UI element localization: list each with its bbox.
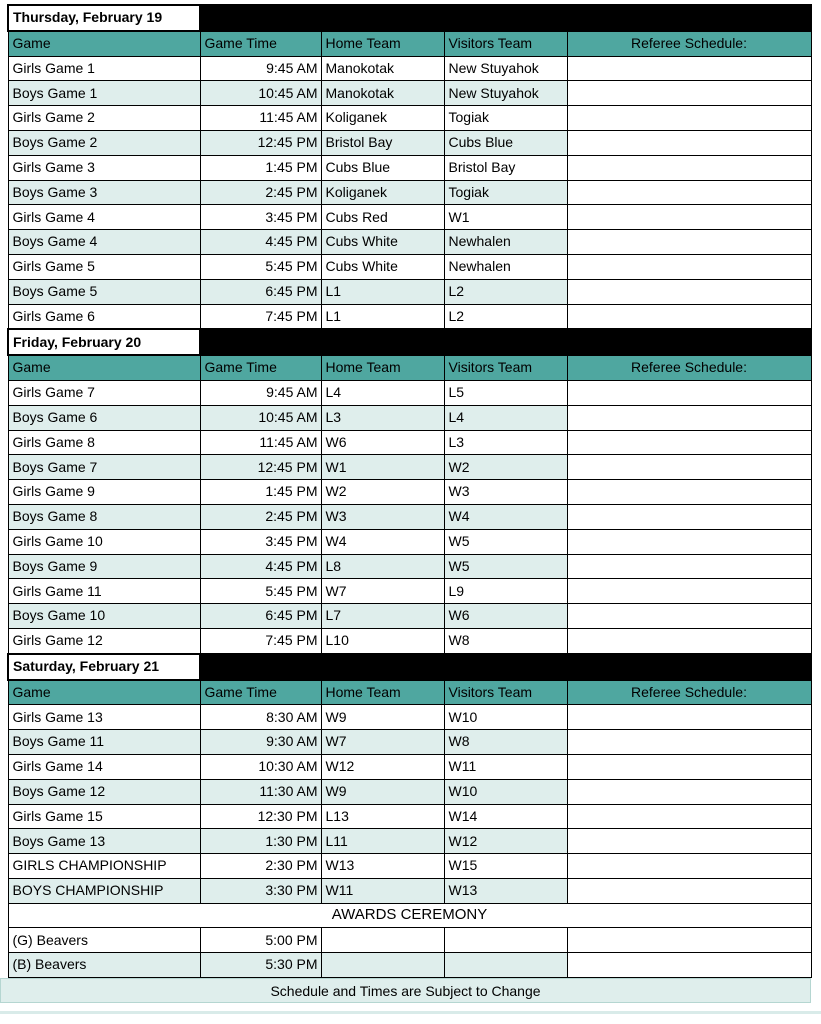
game-row [8,628,811,653]
section-header-row [8,654,811,680]
visitor-team-cell: Bristol Bay [444,155,567,180]
game-time-cell: 5:45 PM [200,579,321,604]
column-header-row [8,31,811,56]
game-time-cell: 11:45 AM [200,106,321,131]
game-row [8,730,811,755]
referee-cell [567,604,811,629]
referee-cell [567,56,811,81]
game-time-cell: 9:45 AM [200,56,321,81]
home-team-cell: L11 [321,829,444,854]
game-time-cell: 10:45 AM [200,405,321,430]
game-time-cell: 6:45 PM [200,604,321,629]
section-header-row [8,329,811,355]
game-time-cell: 1:45 PM [200,480,321,505]
game-row [8,155,811,180]
home-team-cell: W9 [321,705,444,730]
section-black-bar [200,329,811,355]
section-date-label: Friday, February 20 [8,329,200,355]
referee-cell [567,230,811,255]
game-name-cell: BOYS CHAMPIONSHIP [8,878,200,903]
home-team-cell: L8 [321,554,444,579]
game-row [8,504,811,529]
visitor-team-cell: W10 [444,705,567,730]
visitor-team-cell: L9 [444,579,567,604]
game-row [8,130,811,155]
referee-cell [567,754,811,779]
game-name-cell: Boys Game 6 [8,405,200,430]
game-name-cell: Girls Game 4 [8,205,200,230]
game-name-cell: Boys Game 9 [8,554,200,579]
game-time-cell: 2:30 PM [200,854,321,879]
referee-cell [567,180,811,205]
home-team-cell: Cubs White [321,254,444,279]
column-header-home-team: Home Team [321,680,444,705]
referee-cell [567,430,811,455]
referee-cell [567,480,811,505]
section-date-label: Thursday, February 19 [8,5,200,31]
game-name-cell: Girls Game 10 [8,529,200,554]
column-header-home-team: Home Team [321,355,444,380]
game-name-cell: Girls Game 14 [8,754,200,779]
game-time-cell: 3:30 PM [200,878,321,903]
game-time-cell: 7:45 PM [200,628,321,653]
column-header-home-team: Home Team [321,31,444,56]
award-event-name-cell: (G) Beavers [8,928,200,953]
visitor-team-cell: L5 [444,380,567,405]
game-time-cell: 9:45 AM [200,380,321,405]
footer-note: Schedule and Times are Subject to Change [0,978,811,1003]
game-name-cell: Boys Game 5 [8,279,200,304]
game-time-cell: 10:30 AM [200,754,321,779]
home-team-cell: L3 [321,405,444,430]
visitor-team-cell: Cubs Blue [444,130,567,155]
home-team-cell [321,953,444,978]
game-time-cell: 7:45 PM [200,304,321,329]
home-team-cell: L1 [321,304,444,329]
game-row [8,579,811,604]
referee-cell [567,155,811,180]
home-team-cell: L10 [321,628,444,653]
game-time-cell: 9:30 AM [200,730,321,755]
game-name-cell: Girls Game 5 [8,254,200,279]
referee-cell [567,829,811,854]
visitor-team-cell: W8 [444,628,567,653]
referee-cell [567,504,811,529]
game-row [8,754,811,779]
awards-ceremony-row [8,903,811,928]
game-time-cell: 1:45 PM [200,155,321,180]
game-time-cell: 2:45 PM [200,180,321,205]
game-time-cell: 3:45 PM [200,529,321,554]
game-time-cell: 6:45 PM [200,279,321,304]
column-header-game-time: Game Time [200,680,321,705]
referee-cell [567,554,811,579]
game-name-cell: GIRLS CHAMPIONSHIP [8,854,200,879]
game-row [8,279,811,304]
home-team-cell: W2 [321,480,444,505]
visitor-team-cell: W10 [444,779,567,804]
game-row [8,106,811,131]
home-team-cell: W1 [321,455,444,480]
home-team-cell: Manokotak [321,81,444,106]
game-time-cell: 11:30 AM [200,779,321,804]
column-header-row [8,680,811,705]
referee-cell [567,455,811,480]
game-name-cell: Girls Game 7 [8,380,200,405]
referee-cell [567,380,811,405]
column-header-visitors-team: Visitors Team [444,31,567,56]
award-event-time-cell: 5:30 PM [200,953,321,978]
home-team-cell: W12 [321,754,444,779]
home-team-cell: W13 [321,854,444,879]
column-header-row [8,355,811,380]
game-row [8,529,811,554]
visitor-team-cell: W13 [444,878,567,903]
column-header-game-time: Game Time [200,355,321,380]
referee-cell [567,130,811,155]
game-time-cell: 4:45 PM [200,230,321,255]
visitor-team-cell: W15 [444,854,567,879]
column-header-visitors-team: Visitors Team [444,355,567,380]
award-event-name-cell: (B) Beavers [8,953,200,978]
home-team-cell: W4 [321,529,444,554]
game-row [8,604,811,629]
game-name-cell: Girls Game 2 [8,106,200,131]
home-team-cell: Manokotak [321,56,444,81]
referee-cell [567,81,811,106]
home-team-cell: Koliganek [321,106,444,131]
visitor-team-cell: W4 [444,504,567,529]
referee-cell [567,405,811,430]
game-name-cell: Girls Game 6 [8,304,200,329]
game-row [8,804,811,829]
visitor-team-cell: Togiak [444,106,567,131]
referee-cell [567,854,811,879]
section-date-label: Saturday, February 21 [8,654,200,680]
section-black-bar [200,654,811,680]
game-name-cell: Boys Game 2 [8,130,200,155]
referee-cell [567,279,811,304]
home-team-cell: Cubs White [321,230,444,255]
game-name-cell: Girls Game 13 [8,705,200,730]
home-team-cell: Cubs Red [321,205,444,230]
bottom-strip [0,1011,821,1014]
game-time-cell: 11:45 AM [200,430,321,455]
home-team-cell: Cubs Blue [321,155,444,180]
visitor-team-cell: W6 [444,604,567,629]
referee-cell [567,779,811,804]
section-header-row [8,5,811,31]
visitor-team-cell: W1 [444,205,567,230]
referee-cell [567,579,811,604]
referee-cell [567,628,811,653]
column-header-referee-schedule: Referee Schedule: [567,31,811,56]
game-time-cell: 12:45 PM [200,130,321,155]
visitor-team-cell: Newhalen [444,254,567,279]
game-time-cell: 4:45 PM [200,554,321,579]
award-event-time-cell: 5:00 PM [200,928,321,953]
column-header-game: Game [8,31,200,56]
game-name-cell: Boys Game 8 [8,504,200,529]
visitor-team-cell: W14 [444,804,567,829]
game-name-cell: Boys Game 1 [8,81,200,106]
visitor-team-cell: Togiak [444,180,567,205]
game-row [8,854,811,879]
section-black-bar [200,5,811,31]
game-time-cell: 1:30 PM [200,829,321,854]
home-team-cell: L4 [321,380,444,405]
visitor-team-cell: W8 [444,730,567,755]
awards-ceremony-title: AWARDS CEREMONY [8,903,811,928]
visitor-team-cell: W12 [444,829,567,854]
referee-cell [567,953,811,978]
game-name-cell: Girls Game 1 [8,56,200,81]
referee-cell [567,804,811,829]
referee-cell [567,205,811,230]
visitor-team-cell: Newhalen [444,230,567,255]
game-name-cell: Boys Game 7 [8,455,200,480]
game-name-cell: Girls Game 3 [8,155,200,180]
home-team-cell: W9 [321,779,444,804]
game-row [8,205,811,230]
home-team-cell: L1 [321,279,444,304]
game-time-cell: 2:45 PM [200,504,321,529]
game-row [8,81,811,106]
game-row [8,56,811,81]
game-name-cell: Girls Game 8 [8,430,200,455]
column-header-visitors-team: Visitors Team [444,680,567,705]
game-row [8,554,811,579]
schedule-table [7,4,812,978]
column-header-game-time: Game Time [200,31,321,56]
home-team-cell: L13 [321,804,444,829]
game-name-cell: Girls Game 9 [8,480,200,505]
visitor-team-cell: W11 [444,754,567,779]
home-team-cell: Bristol Bay [321,130,444,155]
game-time-cell: 5:45 PM [200,254,321,279]
referee-cell [567,254,811,279]
referee-cell [567,529,811,554]
game-row [8,230,811,255]
game-name-cell: Girls Game 12 [8,628,200,653]
visitor-team-cell: New Stuyahok [444,81,567,106]
game-name-cell: Girls Game 11 [8,579,200,604]
game-row [8,829,811,854]
home-team-cell: W6 [321,430,444,455]
game-row [8,705,811,730]
game-time-cell: 8:30 AM [200,705,321,730]
game-name-cell: Boys Game 13 [8,829,200,854]
game-time-cell: 3:45 PM [200,205,321,230]
home-team-cell: Koliganek [321,180,444,205]
game-row [8,180,811,205]
column-header-game: Game [8,680,200,705]
game-time-cell: 12:45 PM [200,455,321,480]
referee-cell [567,106,811,131]
game-row [8,254,811,279]
visitor-team-cell [444,953,567,978]
game-row [8,878,811,903]
column-header-game: Game [8,355,200,380]
game-row [8,455,811,480]
game-name-cell: Girls Game 15 [8,804,200,829]
game-time-cell: 12:30 PM [200,804,321,829]
home-team-cell: W3 [321,504,444,529]
home-team-cell: L7 [321,604,444,629]
game-row [8,380,811,405]
home-team-cell: W7 [321,579,444,604]
visitor-team-cell: L3 [444,430,567,455]
game-name-cell: Boys Game 11 [8,730,200,755]
home-team-cell: W7 [321,730,444,755]
game-time-cell: 10:45 AM [200,81,321,106]
visitor-team-cell: W5 [444,554,567,579]
game-row [8,480,811,505]
column-header-referee-schedule: Referee Schedule: [567,680,811,705]
game-row [8,779,811,804]
visitor-team-cell: L4 [444,405,567,430]
visitor-team-cell: L2 [444,304,567,329]
column-header-referee-schedule: Referee Schedule: [567,355,811,380]
award-event-row [8,953,811,978]
visitor-team-cell: W5 [444,529,567,554]
game-row [8,405,811,430]
visitor-team-cell [444,928,567,953]
game-row [8,430,811,455]
visitor-team-cell: L2 [444,279,567,304]
referee-cell [567,304,811,329]
game-name-cell: Boys Game 4 [8,230,200,255]
visitor-team-cell: W2 [444,455,567,480]
game-name-cell: Boys Game 12 [8,779,200,804]
visitor-team-cell: W3 [444,480,567,505]
award-event-row [8,928,811,953]
home-team-cell: W11 [321,878,444,903]
referee-cell [567,928,811,953]
referee-cell [567,878,811,903]
game-row [8,304,811,329]
game-name-cell: Boys Game 3 [8,180,200,205]
referee-cell [567,705,811,730]
game-name-cell: Boys Game 10 [8,604,200,629]
visitor-team-cell: New Stuyahok [444,56,567,81]
home-team-cell [321,928,444,953]
referee-cell [567,730,811,755]
